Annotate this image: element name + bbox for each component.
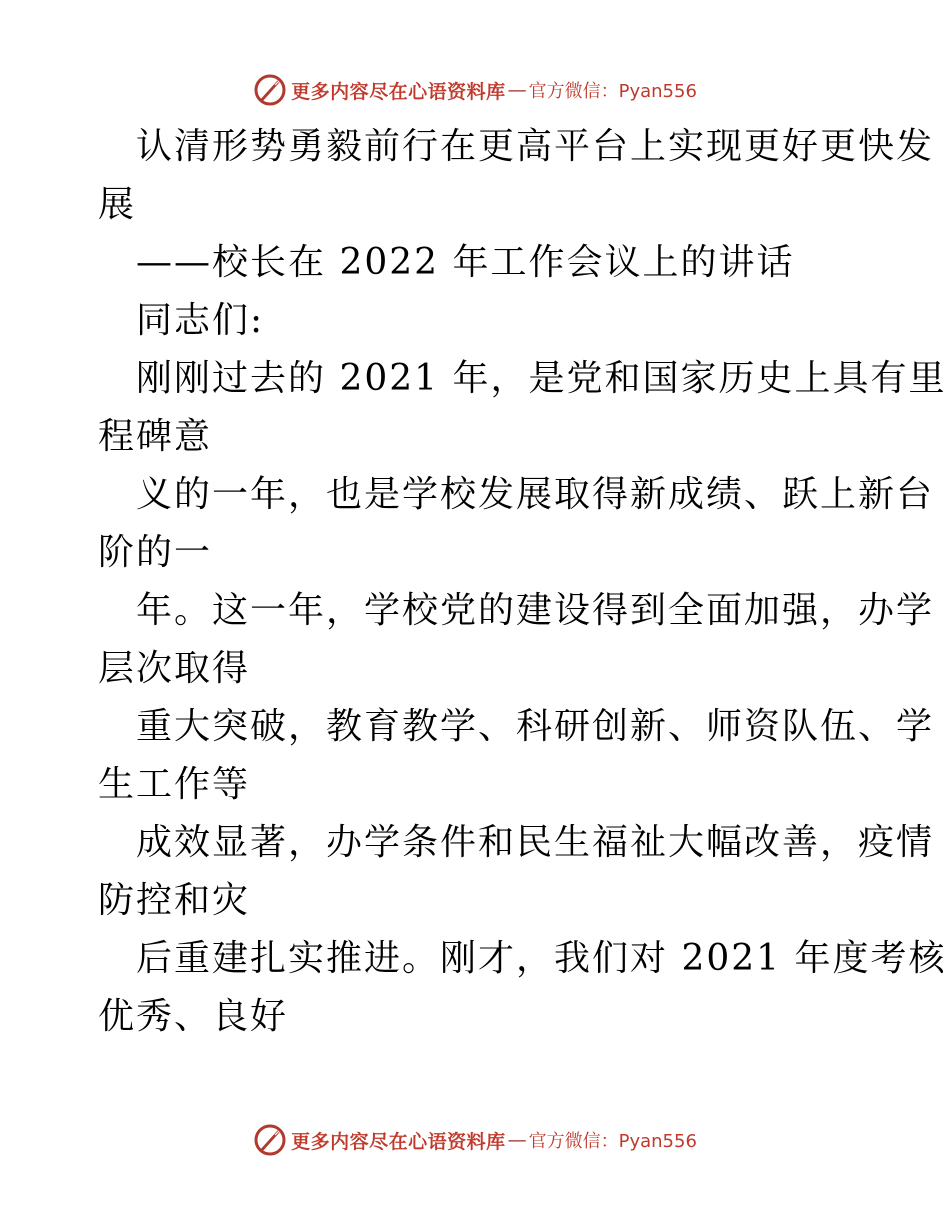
- header-banner-separator: —: [507, 79, 527, 101]
- document-title-continued: 展: [98, 184, 137, 225]
- salutation: 同志们:: [136, 300, 265, 341]
- footer-banner-wechat: 官方微信：Pyan556: [528, 1131, 697, 1152]
- footer-banner: [0, 1120, 950, 1160]
- paragraph-line: 重大突破，教育教学、科研创新、师资队伍、学: [136, 706, 935, 747]
- header-banner-text: 更多内容尽在心语资料库: [291, 80, 506, 103]
- paragraph-line: 优秀、良好: [98, 996, 289, 1037]
- header-banner: [0, 70, 950, 110]
- paragraph-line: 程碑意: [98, 416, 213, 457]
- paragraph-line: 后重建扎实推进。刚才，我们对 2021 年度考核: [136, 938, 947, 979]
- paragraph-line: 阶的一: [98, 532, 213, 573]
- document-body: [98, 118, 947, 1046]
- paragraph-line: 年。这一年，学校党的建设得到全面加强，办学: [136, 590, 935, 631]
- paragraph-line: 防控和灾: [98, 880, 251, 921]
- footer-banner-text: 更多内容尽在心语资料库: [291, 1130, 506, 1153]
- quill-pen-circle-icon: [253, 1123, 287, 1157]
- document-subtitle: ——校长在 2022 年工作会议上的讲话: [136, 242, 795, 283]
- paragraph-line: 刚刚过去的 2021 年，是党和国家历史上具有里: [136, 358, 947, 399]
- paragraph-line: 义的一年，也是学校发展取得新成绩、跃上新台: [136, 474, 935, 515]
- paragraph-line: 层次取得: [98, 648, 251, 689]
- document-title: 认清形势勇毅前行在更高平台上实现更好更快发: [136, 126, 935, 167]
- footer-banner-separator: —: [507, 1129, 527, 1151]
- paragraph-line: 生工作等: [98, 764, 251, 805]
- quill-pen-circle-icon: [253, 73, 287, 107]
- paragraph-line: 成效显著，办学条件和民生福祉大幅改善，疫情: [136, 822, 935, 863]
- header-banner-wechat: 官方微信：Pyan556: [528, 81, 697, 102]
